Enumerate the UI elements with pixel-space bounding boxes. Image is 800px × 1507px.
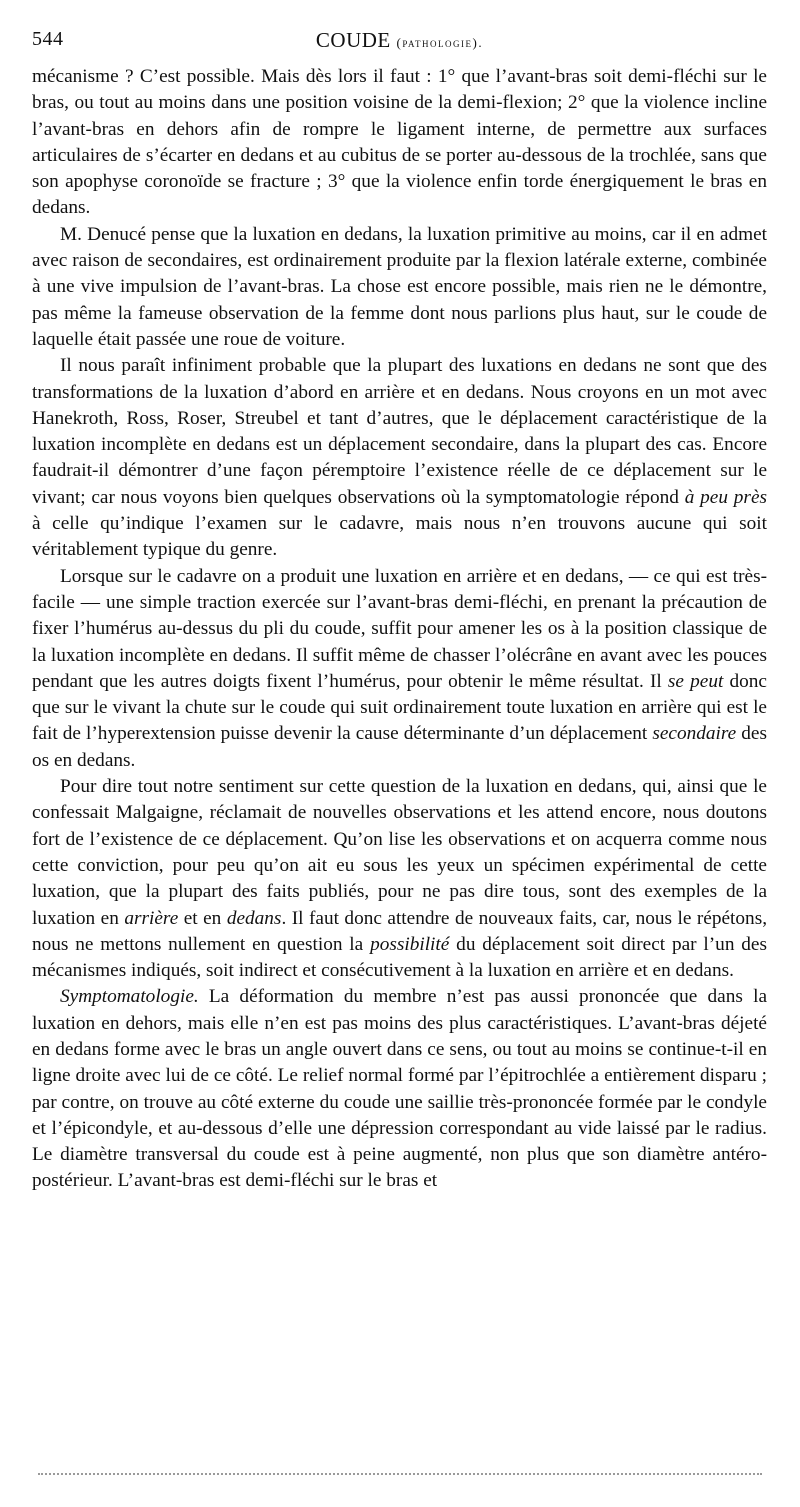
paragraph-p5 bbox=[32, 774, 767, 984]
text-run: des os en dedans. bbox=[32, 723, 767, 771]
running-head bbox=[32, 28, 767, 53]
italic-text: arrière bbox=[124, 907, 179, 929]
page-number: 544 bbox=[32, 28, 64, 50]
text-run: mécanisme ? C’est possible. Mais dès lors il faut : 1° que l’avant-bras soit demi-fléchi sur le bras, ou tout au moins dans une position voisine de la demi-flexion; 2° que la violence incline l’avant-bras en dehors afin de rompre le ligament interne, de permettre aux surfaces articulaires de s’écarter en dedans et au cubitus de se porter au-dessous de la trochlée, sans que son apophyse coronoïde se fracture ; 3° que la violence enfin torde énergiquement le bras en dedans. bbox=[32, 66, 767, 219]
text-run: Pour dire tout notre sentiment sur cette question de la luxation en dedans, qui, ainsi que le confessait Malgaigne, réclamait de nouvelles observations et les attend encore, nous doutons fort de l’existence de ce déplacement. Qu’on lise les observations et on acquerra comme nous cette conviction, pour peu qu’on ait eu sous les yeux un spécimen expérimental de cette luxation, que la plupart des faits publiés, pour ne pas dire tous, sont des exemples de la luxation en bbox=[32, 776, 767, 929]
text-run: et en bbox=[178, 907, 227, 929]
italic-text: possibilité bbox=[370, 933, 450, 955]
paragraph-p3 bbox=[32, 353, 767, 563]
paragraph-p2 bbox=[32, 222, 767, 353]
body-text bbox=[32, 64, 767, 1195]
paragraph-p4 bbox=[32, 564, 767, 774]
running-head-subtitle: (pathologie). bbox=[396, 35, 484, 50]
italic-text: se peut bbox=[667, 670, 724, 692]
text-run: Il nous paraît infiniment probable que la plupart des luxations en dedans ne sont que des transformations de la luxation d’abord en arrière et en dedans. Nous croyons en un mot avec Hanekroth, Ross, Roser, Streubel et tant d’autres, que le déplacement caractéristique de la luxation incomplète en dedans est un déplacement secondaire, dans la plupart des cas. Encore faudrait-il démontrer d’une façon péremptoire l’existence réelle de ce déplacement sur le vivant; car nous voyons bien quelques observations où la symptomatologie répond bbox=[32, 355, 767, 508]
italic-text: Symptomatologie. bbox=[60, 986, 199, 1008]
text-run: M. Denucé pense que la luxation en dedans, la luxation primitive au moins, car il en admet avec raison de secondaires, est ordinairement produite par la flexion latérale externe, combinée à une vive impulsion de l’avant-bras. La chose est encore possible, mais rien ne le démontre, pas même la fameuse observation de la femme dont nous parlions plus haut, sur le coude de laquelle était passée une roue de voiture. bbox=[32, 223, 767, 350]
text-run: . Il faut donc attendre de nouveaux faits, car, nous le répétons, nous ne mettons nullement en question la bbox=[32, 907, 768, 955]
running-head-title: COUDE bbox=[315, 28, 391, 52]
text-run: à celle qu’indique l’examen sur le cadavre, mais nous n’en trouvons aucune qui soit véritablement typique du genre. bbox=[32, 513, 767, 561]
paragraph-p1 bbox=[32, 64, 767, 222]
page-header bbox=[32, 28, 767, 58]
text-run: Lorsque sur le cadavre on a produit une luxation en arrière et en dedans, — ce qui est très-facile — une simple traction exercée sur l’avant-bras demi-fléchi, en prenant la précaution de fixer l’humérus au-dessus du pli du coude, suffit pour amener les os à la position classique de la luxation incomplète en dedans. Il suffit même de chasser l’olécrâne en avant avec les pouces pendant que les autres doigts fixent l’humérus, pour obtenir le même résultat. Il bbox=[32, 565, 767, 692]
paragraph-p6 bbox=[32, 984, 767, 1194]
text-run: du déplacement soit direct par l’un des mécanismes indiqués, soit indirect et consécutivement à la luxation en arrière et en dedans. bbox=[32, 933, 767, 982]
italic-text: à peu près bbox=[684, 486, 768, 508]
text-run: donc que sur le vivant la chute sur le coude qui suit ordinairement toute luxation en arrière qui est le fait de l’hyperextension puisse devenir la cause déterminante d’un déplacement bbox=[32, 670, 767, 745]
italic-text: dedans bbox=[226, 907, 282, 929]
footer-dotted-rule bbox=[38, 1473, 762, 1475]
italic-text: secondaire bbox=[652, 723, 737, 745]
text-run: La déformation du membre n’est pas aussi prononcée que dans la luxation en dehors, mais elle n’en est pas moins des plus caractéristiques. L’avant-bras déjeté en dedans forme avec le bras un angle ouvert dans ce sens, ou tout au moins se continue-t-il en ligne droite avec lui de ce côté. Le relief normal formé par l’épitrochlée a entièrement disparu ; par contre, on trouve au côté externe du coude une saillie très-prononcée formée par le condyle et l’épicondyle, et au-dessous d’elle une dépression correspondant au vide laissé par le radius. Le diamètre transversal du coude est à peine augmenté, non plus que son diamètre antéro-postérieur. L’avant-bras est demi-fléchi sur le bras et bbox=[32, 986, 767, 1192]
